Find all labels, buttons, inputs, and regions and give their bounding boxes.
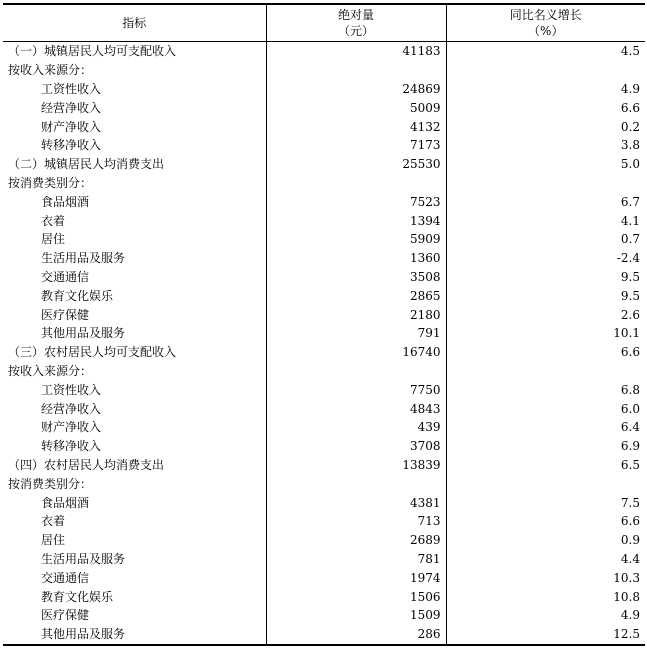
row-label: 衣着 [41, 514, 66, 529]
row-label: （三）农村居民人均可支配收入 [8, 345, 177, 360]
row-label: 食品烟酒 [41, 495, 90, 510]
header-growth-line1: 同比名义增长 [509, 8, 582, 22]
row-label: 按消费类别分： [8, 476, 93, 491]
row-label: 教育文化娱乐 [41, 589, 114, 604]
row-label: 衣着 [41, 213, 66, 228]
row-label: 按消费类别分： [8, 175, 93, 190]
row-label: 生活用品及服务 [41, 551, 126, 566]
table-row-section [3, 456, 645, 475]
row-growth-rate: 0.2 [446, 117, 645, 136]
row-absolute-value: 41183 [266, 42, 446, 61]
row-growth-rate: 4.9 [446, 80, 645, 99]
row-growth-rate: 9.5 [446, 268, 645, 287]
row-label: 财产净收入 [41, 119, 102, 134]
row-absolute-value: 1974 [266, 568, 446, 587]
row-absolute-value [266, 174, 446, 193]
row-absolute-value: 4843 [266, 399, 446, 418]
row-growth-rate: 6.6 [446, 98, 645, 117]
row-absolute-value: 286 [266, 625, 446, 645]
row-absolute-value: 1394 [266, 211, 446, 230]
row-absolute-value: 7523 [266, 192, 446, 211]
row-absolute-value: 1506 [266, 587, 446, 606]
header-indicator [3, 4, 266, 42]
row-growth-rate: 9.5 [446, 286, 645, 305]
row-absolute-value [266, 61, 446, 80]
row-absolute-value: 4381 [266, 493, 446, 512]
row-growth-rate: 6.6 [446, 512, 645, 531]
row-absolute-value [266, 474, 446, 493]
row-label: 食品烟酒 [41, 194, 90, 209]
row-label: 工资性收入 [41, 382, 102, 397]
row-absolute-value: 3708 [266, 437, 446, 456]
row-absolute-value: 4132 [266, 117, 446, 136]
row-growth-rate: 4.4 [446, 550, 645, 569]
table-row-sub [3, 286, 645, 305]
row-absolute-value: 2689 [266, 531, 446, 550]
table-row-sub [3, 568, 645, 587]
table-row-sub [3, 625, 645, 645]
row-growth-rate: 6.9 [446, 437, 645, 456]
row-absolute-value: 3508 [266, 268, 446, 287]
table-row-sub [3, 192, 645, 211]
row-growth-rate: 6.7 [446, 192, 645, 211]
header-indicator-label: 指标 [122, 16, 147, 30]
row-growth-rate [446, 362, 645, 381]
row-growth-rate: 6.0 [446, 399, 645, 418]
row-growth-rate: 0.7 [446, 230, 645, 249]
table-row-sub [3, 531, 645, 550]
row-absolute-value: 439 [266, 418, 446, 437]
row-absolute-value [266, 362, 446, 381]
row-label: 生活用品及服务 [41, 251, 126, 266]
row-absolute-value: 13839 [266, 456, 446, 475]
row-growth-rate: 0.9 [446, 531, 645, 550]
row-label: （二）城镇居民人均消费支出 [8, 157, 165, 172]
row-label: 医疗保健 [41, 307, 90, 322]
table-row-sub [3, 550, 645, 569]
row-label: 按收入来源分： [8, 63, 93, 78]
table-header [3, 4, 645, 42]
header-absolute-line1: 绝对量 [337, 8, 374, 22]
row-label: 按收入来源分： [8, 363, 93, 378]
income-expenditure-table [3, 3, 645, 646]
row-absolute-value: 1509 [266, 606, 446, 625]
table-row-sub [3, 305, 645, 324]
row-label: 经营净收入 [41, 100, 102, 115]
row-label: 转移净收入 [41, 439, 102, 454]
table-row-sub [3, 249, 645, 268]
row-label: 居住 [41, 232, 66, 247]
header-growth-unit: （%） [528, 24, 564, 38]
row-label: 医疗保健 [41, 608, 90, 623]
row-absolute-value: 5909 [266, 230, 446, 249]
table-row-group [3, 174, 645, 193]
row-absolute-value: 2865 [266, 286, 446, 305]
row-growth-rate: 10.1 [446, 324, 645, 343]
row-absolute-value: 2180 [266, 305, 446, 324]
row-growth-rate: -2.4 [446, 249, 645, 268]
row-growth-rate: 6.8 [446, 380, 645, 399]
table-row-group [3, 61, 645, 80]
row-growth-rate [446, 61, 645, 80]
row-label: 其他用品及服务 [3, 625, 266, 645]
row-growth-rate: 3.8 [446, 136, 645, 155]
row-label: 转移净收入 [41, 138, 102, 153]
row-absolute-value: 7750 [266, 380, 446, 399]
row-growth-rate: 6.6 [446, 343, 645, 362]
row-label: 财产净收入 [41, 420, 102, 435]
header-absolute-value [266, 4, 446, 42]
row-label: 交通通信 [41, 570, 90, 585]
row-growth-rate: 12.5 [446, 625, 645, 645]
table-row-section [3, 343, 645, 362]
table-row-sub [3, 512, 645, 531]
row-growth-rate: 6.5 [446, 456, 645, 475]
row-absolute-value: 5009 [266, 98, 446, 117]
row-growth-rate: 6.4 [446, 418, 645, 437]
row-label: （四）农村居民人均消费支出 [8, 457, 165, 472]
row-growth-rate: 4.1 [446, 211, 645, 230]
row-absolute-value: 16740 [266, 343, 446, 362]
row-absolute-value: 25530 [266, 155, 446, 174]
table-row-sub [3, 380, 645, 399]
header-growth-rate [446, 4, 645, 42]
table-row-sub [3, 399, 645, 418]
row-label: 教育文化娱乐 [41, 288, 114, 303]
row-label: 交通通信 [41, 269, 90, 284]
row-label: 经营净收入 [41, 401, 102, 416]
table-row-group [3, 474, 645, 493]
row-growth-rate: 10.3 [446, 568, 645, 587]
row-growth-rate [446, 174, 645, 193]
row-label: 居住 [41, 533, 66, 548]
table-row-sub [3, 117, 645, 136]
row-growth-rate: 2.6 [446, 305, 645, 324]
row-label: （一）城镇居民人均可支配收入 [8, 44, 177, 59]
data-table-container [3, 3, 645, 646]
row-absolute-value: 1360 [266, 249, 446, 268]
header-row [3, 4, 645, 42]
row-absolute-value: 713 [266, 512, 446, 531]
row-absolute-value: 791 [266, 324, 446, 343]
table-body [3, 42, 645, 645]
table-row-section [3, 42, 645, 61]
row-growth-rate: 4.5 [446, 42, 645, 61]
row-growth-rate: 5.0 [446, 155, 645, 174]
table-row-group [3, 362, 645, 381]
table-row-sub [3, 418, 645, 437]
row-absolute-value: 781 [266, 550, 446, 569]
table-row-sub [3, 98, 645, 117]
row-label: 工资性收入 [41, 81, 102, 96]
table-row-sub [3, 230, 645, 249]
table-row-sub [3, 211, 645, 230]
row-growth-rate [446, 474, 645, 493]
row-label: 其他用品及服务 [41, 326, 126, 341]
table-row-sub [3, 587, 645, 606]
table-row-sub [3, 268, 645, 287]
table-row-sub [3, 437, 645, 456]
table-row-sub [3, 606, 645, 625]
table-row-section [3, 155, 645, 174]
row-growth-rate: 10.8 [446, 587, 645, 606]
header-absolute-unit: （元） [337, 24, 374, 38]
table-row-sub [3, 324, 645, 343]
row-growth-rate: 4.9 [446, 606, 645, 625]
row-absolute-value: 7173 [266, 136, 446, 155]
row-absolute-value: 24869 [266, 80, 446, 99]
table-row-sub [3, 493, 645, 512]
table-row-sub [3, 80, 645, 99]
row-growth-rate: 7.5 [446, 493, 645, 512]
table-row-sub [3, 136, 645, 155]
